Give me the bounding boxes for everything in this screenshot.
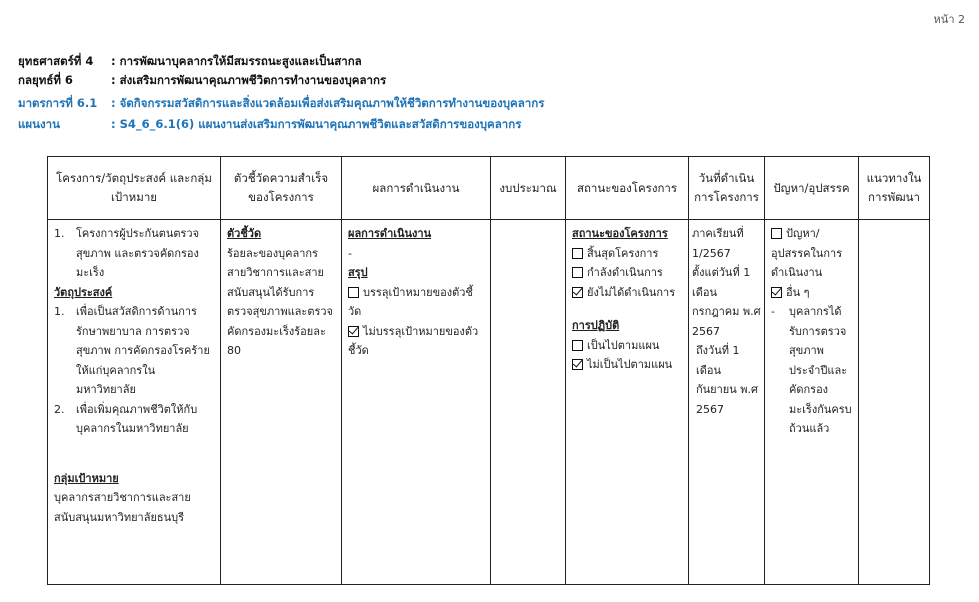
- result-option[interactable]: บรรลุเป้าหมายของตัวชี้วัด: [348, 285, 473, 318]
- table-header-row: [48, 157, 930, 220]
- cell-status: [566, 220, 689, 585]
- list-item: 2. เพื่อเพิ่มคุณภาพชีวิตให้กับบุคลากรในมหาวิทยาลัย: [54, 402, 198, 435]
- col-header-indicator: ตัวชี้วัดความสำเร็จของโครงการ: [221, 157, 342, 220]
- checkbox-checked-icon[interactable]: [348, 326, 359, 337]
- indicator-title: ตัวชี้วัด: [227, 227, 262, 240]
- checkbox-checked-icon[interactable]: [572, 287, 583, 298]
- status-title: สถานะของโครงการ: [572, 227, 668, 240]
- header-key: กลยุทธ์ที่ 6: [18, 73, 73, 87]
- cell-budget: [491, 220, 566, 585]
- col-header-development: แนวทางในการพัฒนา: [859, 157, 930, 220]
- result-option[interactable]: ไม่บรรลุเป้าหมายของตัวชี้วัด: [348, 324, 479, 357]
- project-list: [54, 224, 214, 283]
- col-header-problem: ปัญหา/อุปสรรค: [765, 157, 859, 220]
- objectives-title: วัตถุประสงค์: [54, 285, 113, 299]
- cell-development: [859, 220, 930, 585]
- checkbox-icon[interactable]: [572, 267, 583, 278]
- col-header-status: สถานะของโครงการ: [566, 157, 689, 220]
- checkbox-icon[interactable]: [348, 287, 359, 298]
- practice-option[interactable]: ไม่เป็นไปตามแผน: [572, 355, 682, 375]
- table-row: [48, 220, 930, 585]
- problem-option[interactable]: ปัญหา/อุปสรรคในการดำเนินงาน: [771, 227, 843, 279]
- checkbox-icon[interactable]: [771, 228, 782, 239]
- header-row-strategy: [18, 52, 362, 71]
- indicator-text: ร้อยละของบุคลากรสายวิชาการและสายสนับสนุนได้รับการตรวจสุขภาพและตรวจคัดกรองมะเร็งร้อยละ 80: [227, 246, 333, 357]
- header-key: แผนงาน: [18, 117, 60, 131]
- objectives-list: [54, 302, 214, 439]
- list-item: 1. โครงการผู้ประกันตนตรวจสุขภาพ และตรวจคัดกรองมะเร็ง: [54, 224, 214, 283]
- date-term: ภาคเรียนที่ 1/2567: [692, 227, 744, 260]
- project-name: โครงการผู้ประกันตนตรวจสุขภาพ และตรวจคัดกรองมะเร็ง: [76, 227, 200, 279]
- result-dash: -: [348, 246, 352, 260]
- header-value: : S4_6_6.1(6) แผนงานส่งเสริมการพัฒนาคุณภาพชีวิตและสวัสดิการของบุคลากร: [111, 117, 522, 131]
- project-table: [47, 156, 930, 585]
- summary-title: สรุป: [348, 266, 368, 279]
- col-header-project: โครงการ/วัตถุประสงค์ และกลุ่มเป้าหมาย: [48, 157, 221, 220]
- list-item: 1. เพื่อเป็นสวัสดิการด้านการรักษาพยาบาล การตรวจสุขภาพ การคัดกรองโรคร้ายให้แก่บุคลากรในมหาวิทยาลัย: [54, 305, 210, 396]
- problem-note: - บุคลากรได้รับการตรวจสุขภาพประจำปีและคัดกรองมะเร็งกันครบถ้วนแล้ว: [771, 305, 852, 435]
- target-text: บุคลากรสายวิชาการและสายสนับสนุนมหาวิทยาลัยธนบุรี: [54, 491, 191, 524]
- header-row-tactic: [18, 71, 386, 90]
- date-end: ถึงวันที่ 1 เดือน กันยายน พ.ศ 2567: [696, 344, 758, 416]
- result-title: ผลการดำเนินงาน: [348, 227, 432, 240]
- practice-title: การปฏิบัติ: [572, 319, 620, 332]
- cell-date: [689, 220, 765, 585]
- problem-option[interactable]: อื่น ๆ: [771, 283, 852, 303]
- cell-problem: [765, 220, 859, 585]
- cell-indicator: [221, 220, 342, 585]
- col-header-date: วันที่ดำเนินการโครงการ: [689, 157, 765, 220]
- header-value: : ส่งเสริมการพัฒนาคุณภาพชีวิตการทำงานของบุคลากร: [111, 73, 387, 87]
- status-option[interactable]: ยังไม่ได้ดำเนินการ: [572, 283, 682, 303]
- cell-project: [48, 220, 221, 585]
- col-header-budget: งบประมาณ: [491, 157, 566, 220]
- header-key: ยุทธศาสตร์ที่ 4: [18, 54, 94, 68]
- page-number: หน้า 2: [933, 13, 965, 26]
- header-row-plan: [18, 115, 521, 134]
- status-option[interactable]: กำลังดำเนินการ: [572, 263, 682, 283]
- checkbox-checked-icon[interactable]: [771, 287, 782, 298]
- header-value: : การพัฒนาบุคลากรให้มีสมรรถนะสูงและเป็นสากล: [111, 54, 362, 68]
- header-key: มาตรการที่ 6.1: [18, 96, 98, 110]
- target-title: กลุ่มเป้าหมาย: [54, 471, 119, 485]
- cell-result: [342, 220, 491, 585]
- checkbox-icon[interactable]: [572, 340, 583, 351]
- checkbox-checked-icon[interactable]: [572, 359, 583, 370]
- status-option[interactable]: สิ้นสุดโครงการ: [572, 244, 682, 264]
- checkbox-icon[interactable]: [572, 248, 583, 259]
- header-row-measure: [18, 94, 544, 113]
- practice-option[interactable]: เป็นไปตามแผน: [572, 336, 682, 356]
- date-start: ตั้งแต่วันที่ 1 เดือน กรกฎาคม พ.ศ 2567: [692, 266, 761, 338]
- col-header-result: ผลการดำเนินงาน: [342, 157, 491, 220]
- header-value: : จัดกิจกรรมสวัสดิการและสิ่งแวดล้อมเพื่อส่งเสริมคุณภาพให้ชีวิตการทำงานของบุคลากร: [111, 96, 545, 110]
